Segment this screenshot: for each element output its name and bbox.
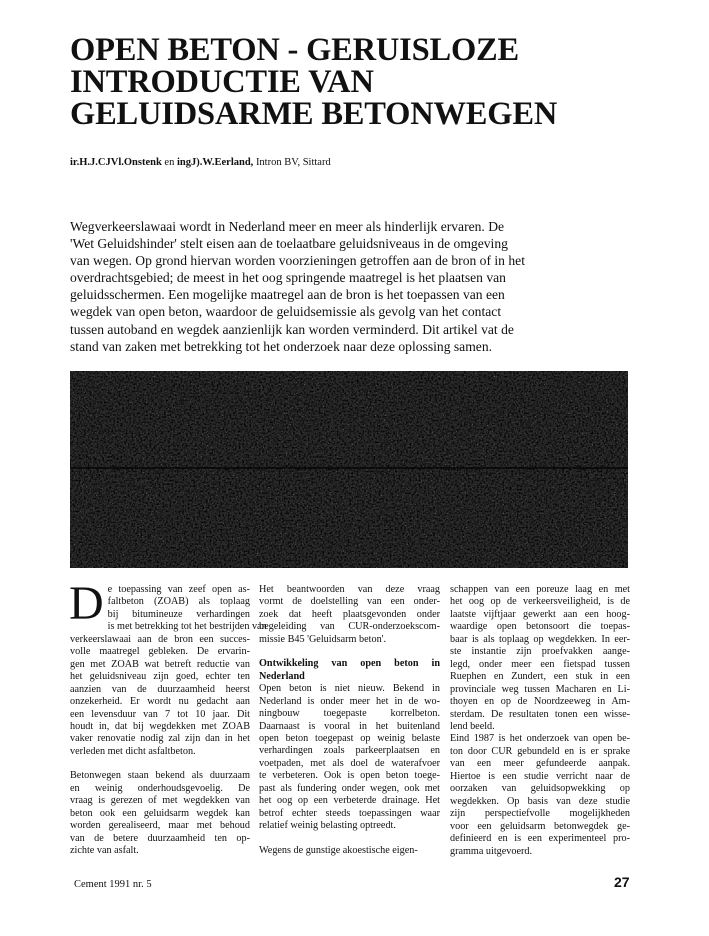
text-column-2	[259, 584, 440, 857]
column-line: wegdekken. Op basis van deze studie	[450, 795, 630, 807]
section-heading: Nederland	[259, 670, 305, 682]
intro-line: wegdek van open beton, waardoor de geluidsemissie als gevolg van het contact	[70, 304, 502, 320]
column-line: te verbeteren. Ook is open beton toege-	[259, 770, 440, 782]
column-line: provinciale weg tussen Macharen en Li-	[450, 683, 630, 695]
column-line: vraag is gerezen of met wegdekken van	[70, 795, 250, 807]
column-line: vormt de doelstelling van een onder-	[259, 596, 440, 608]
page-number: 27	[614, 874, 630, 890]
section-heading: Ontwikkeling van open beton in	[259, 658, 440, 670]
column-line: zichte van asfalt.	[70, 845, 139, 857]
column-line: gen met ZOAB wat betreft reductie van	[70, 658, 250, 670]
column-line: baar is als toplaag op wegdekken. In eer-	[450, 633, 630, 645]
column-line: bij bitumineuze verhardingen	[107, 608, 250, 620]
text-column-3	[450, 584, 630, 858]
text-column-1	[69, 577, 267, 858]
intro-line: tussen autoband en wegdek aanzienlijk kan worden verminderd. Dit artikel vat de	[70, 321, 514, 337]
column-line: lend beeld.	[450, 720, 495, 732]
column-line: Ruephen en Zundert, een stuk in een	[450, 671, 630, 683]
author-1: ir.H.J.CJVl.Onstenk	[70, 157, 162, 168]
column-line: relatief weinig belasting optreedt.	[259, 820, 396, 832]
column-line: verleden met dicht asfaltbeton.	[70, 745, 196, 757]
column-line: het geluidsniveau zijn goed, echter ten	[70, 671, 250, 683]
photo-highlights	[70, 371, 628, 568]
column-line: past als fundering onder wegen, ook met	[259, 782, 440, 794]
column-line: het oog op de verkeersveiligheid, is de	[450, 596, 630, 608]
column-line: en weinig onderhoudsgevoelig. De	[70, 782, 250, 794]
paragraph-gap	[259, 646, 440, 658]
column-line: worden gerealiseerd, maar met behoud	[70, 820, 250, 832]
column-line: vaker renovatie nodig zal zijn dan in het	[70, 733, 250, 745]
column-line: zijn perspectiefvolle mogelijkheden	[450, 808, 630, 820]
byline	[70, 157, 331, 168]
drop-cap: D	[69, 577, 104, 630]
column-line: Open beton is niet nieuw. Bekend in	[259, 683, 440, 695]
column-line: het oog op een verbeterde drainage. Het	[259, 795, 440, 807]
paragraph-gap	[70, 758, 250, 770]
title-line: OPEN BETON - GERUISLOZE	[70, 32, 520, 68]
column-line: laatste vijftjaar gewerkt aan een hoog-	[450, 608, 630, 620]
column-line: verkeerslawaai aan de bron een succes-	[70, 633, 250, 645]
column-line: sterdam. De resultaten tonen een wisse-	[450, 708, 630, 720]
column-line: van een meer gefundeerde aanpak.	[450, 758, 630, 770]
intro-line: geluidsschermen. Een mogelijke maatregel aan de bron is het toepassen van een	[70, 287, 505, 303]
column-line: Eind 1987 is het onderzoek van open be-	[450, 733, 630, 745]
porous-concrete-texture-icon	[70, 371, 628, 568]
column-line: Daarnaast is vooral in het buitenland	[259, 720, 440, 732]
column-line: is met betrekking tot het bestrijden van	[107, 621, 267, 633]
column-line: houdt in, dat bij wegdekken met ZOAB	[70, 720, 250, 732]
article-title	[70, 34, 670, 130]
column-line: aanzien van de duurzaamheid heerst	[70, 683, 250, 695]
column-line: Betonwegen staan bekend als duurzaam	[70, 770, 250, 782]
column-line: faltbeton (ZOAB) als toplaag	[107, 596, 250, 608]
title-line: INTRODUCTIE VAN	[70, 64, 374, 100]
column-line: e toepassing van zeef open as-	[107, 584, 250, 595]
column-line: Nederland is onder meer het in de wo-	[259, 695, 440, 707]
column-line: betrof echter steeds toepassingen waar	[259, 807, 440, 819]
byline-connector: en	[161, 157, 177, 168]
column-line: van de betere duurzaamheid ten op-	[70, 832, 250, 844]
title-line: GELUIDSARME BETONWEGEN	[70, 96, 558, 132]
concrete-surface-photo	[70, 371, 628, 568]
column-line: Het beantwoorden van deze vraag	[259, 584, 440, 595]
column-line: definieerd en is een experimenteel pro-	[450, 833, 630, 845]
column-line: open beton toegepast op weinig belaste	[259, 732, 440, 744]
column-line: oorzaken van geluidsopwekking op	[450, 783, 630, 795]
intro-line: 'Wet Geluidshinder' stelt eisen aan de toelaatbare geluidsniveaus in de omgeving	[70, 236, 508, 252]
column-line: legd, onder meer een fietspad tussen	[450, 658, 630, 670]
intro-line: stand van zaken met betrekking tot het onderzoek naar deze oplossing samen.	[70, 338, 493, 354]
column-line: volle maatregel gebleken. De ervarin-	[70, 646, 250, 658]
affiliation: Intron BV, Sittard	[253, 157, 331, 168]
column-line: voor een geluidsarm betonwegdek ge-	[450, 820, 630, 832]
column-line: onzekerheid. Er wordt nu gedacht aan	[70, 696, 250, 708]
column-line: Hiertoe is een studie verricht naar de	[450, 770, 630, 782]
column-line: Wegens de gunstige akoestische eigen-	[259, 844, 418, 856]
column-line: verhardingen zoals parkeerplaatsen en	[259, 745, 440, 757]
paragraph-gap	[259, 833, 440, 845]
intro-line: Wegverkeerslawaai wordt in Nederland meer en meer als hinderlijk ervaren. De	[70, 219, 505, 234]
column-line: ste instantie zijn proefvakken aange-	[450, 646, 630, 658]
column-line: waardige open betonsoort die toepas-	[450, 621, 630, 633]
journal-footer: Cement 1991 nr. 5	[74, 879, 152, 890]
column-line: gramma uitgevoerd.	[450, 845, 533, 857]
column-line: zoek dat heeft plaatsgevonden onder	[259, 608, 440, 620]
column-line: ningbouw toegepaste korrelbeton.	[259, 708, 440, 720]
column-line: voetpaden, met als doel de waterafvoer	[259, 757, 440, 769]
intro-line: overdrachtsgebied; de meest in het oog springende maatregel is het plaatsen van	[70, 270, 506, 286]
intro-paragraph	[70, 218, 630, 355]
author-2: ingJ).W.Eerland,	[176, 157, 254, 168]
column-line: begeleiding van CUR-onderzoekscom-	[259, 621, 440, 633]
column-line: ton door CUR gebundeld en is er sprake	[450, 745, 630, 757]
column-line: beton ook een geluidsarm wegdek kan	[70, 807, 250, 819]
intro-line: van wegen. Op grond hiervan worden voorzieningen getroffen aan de bron of in het	[70, 253, 525, 269]
column-line: missie B45 'Geluidsarm beton'.	[259, 633, 387, 645]
column-line: schappen van een poreuze laag en met	[450, 584, 630, 595]
column-line: thoyen en op de Noordzeeweg in Am-	[450, 696, 630, 708]
column-line: een levensduur van 7 tot 10 jaar. Dit	[70, 708, 250, 720]
